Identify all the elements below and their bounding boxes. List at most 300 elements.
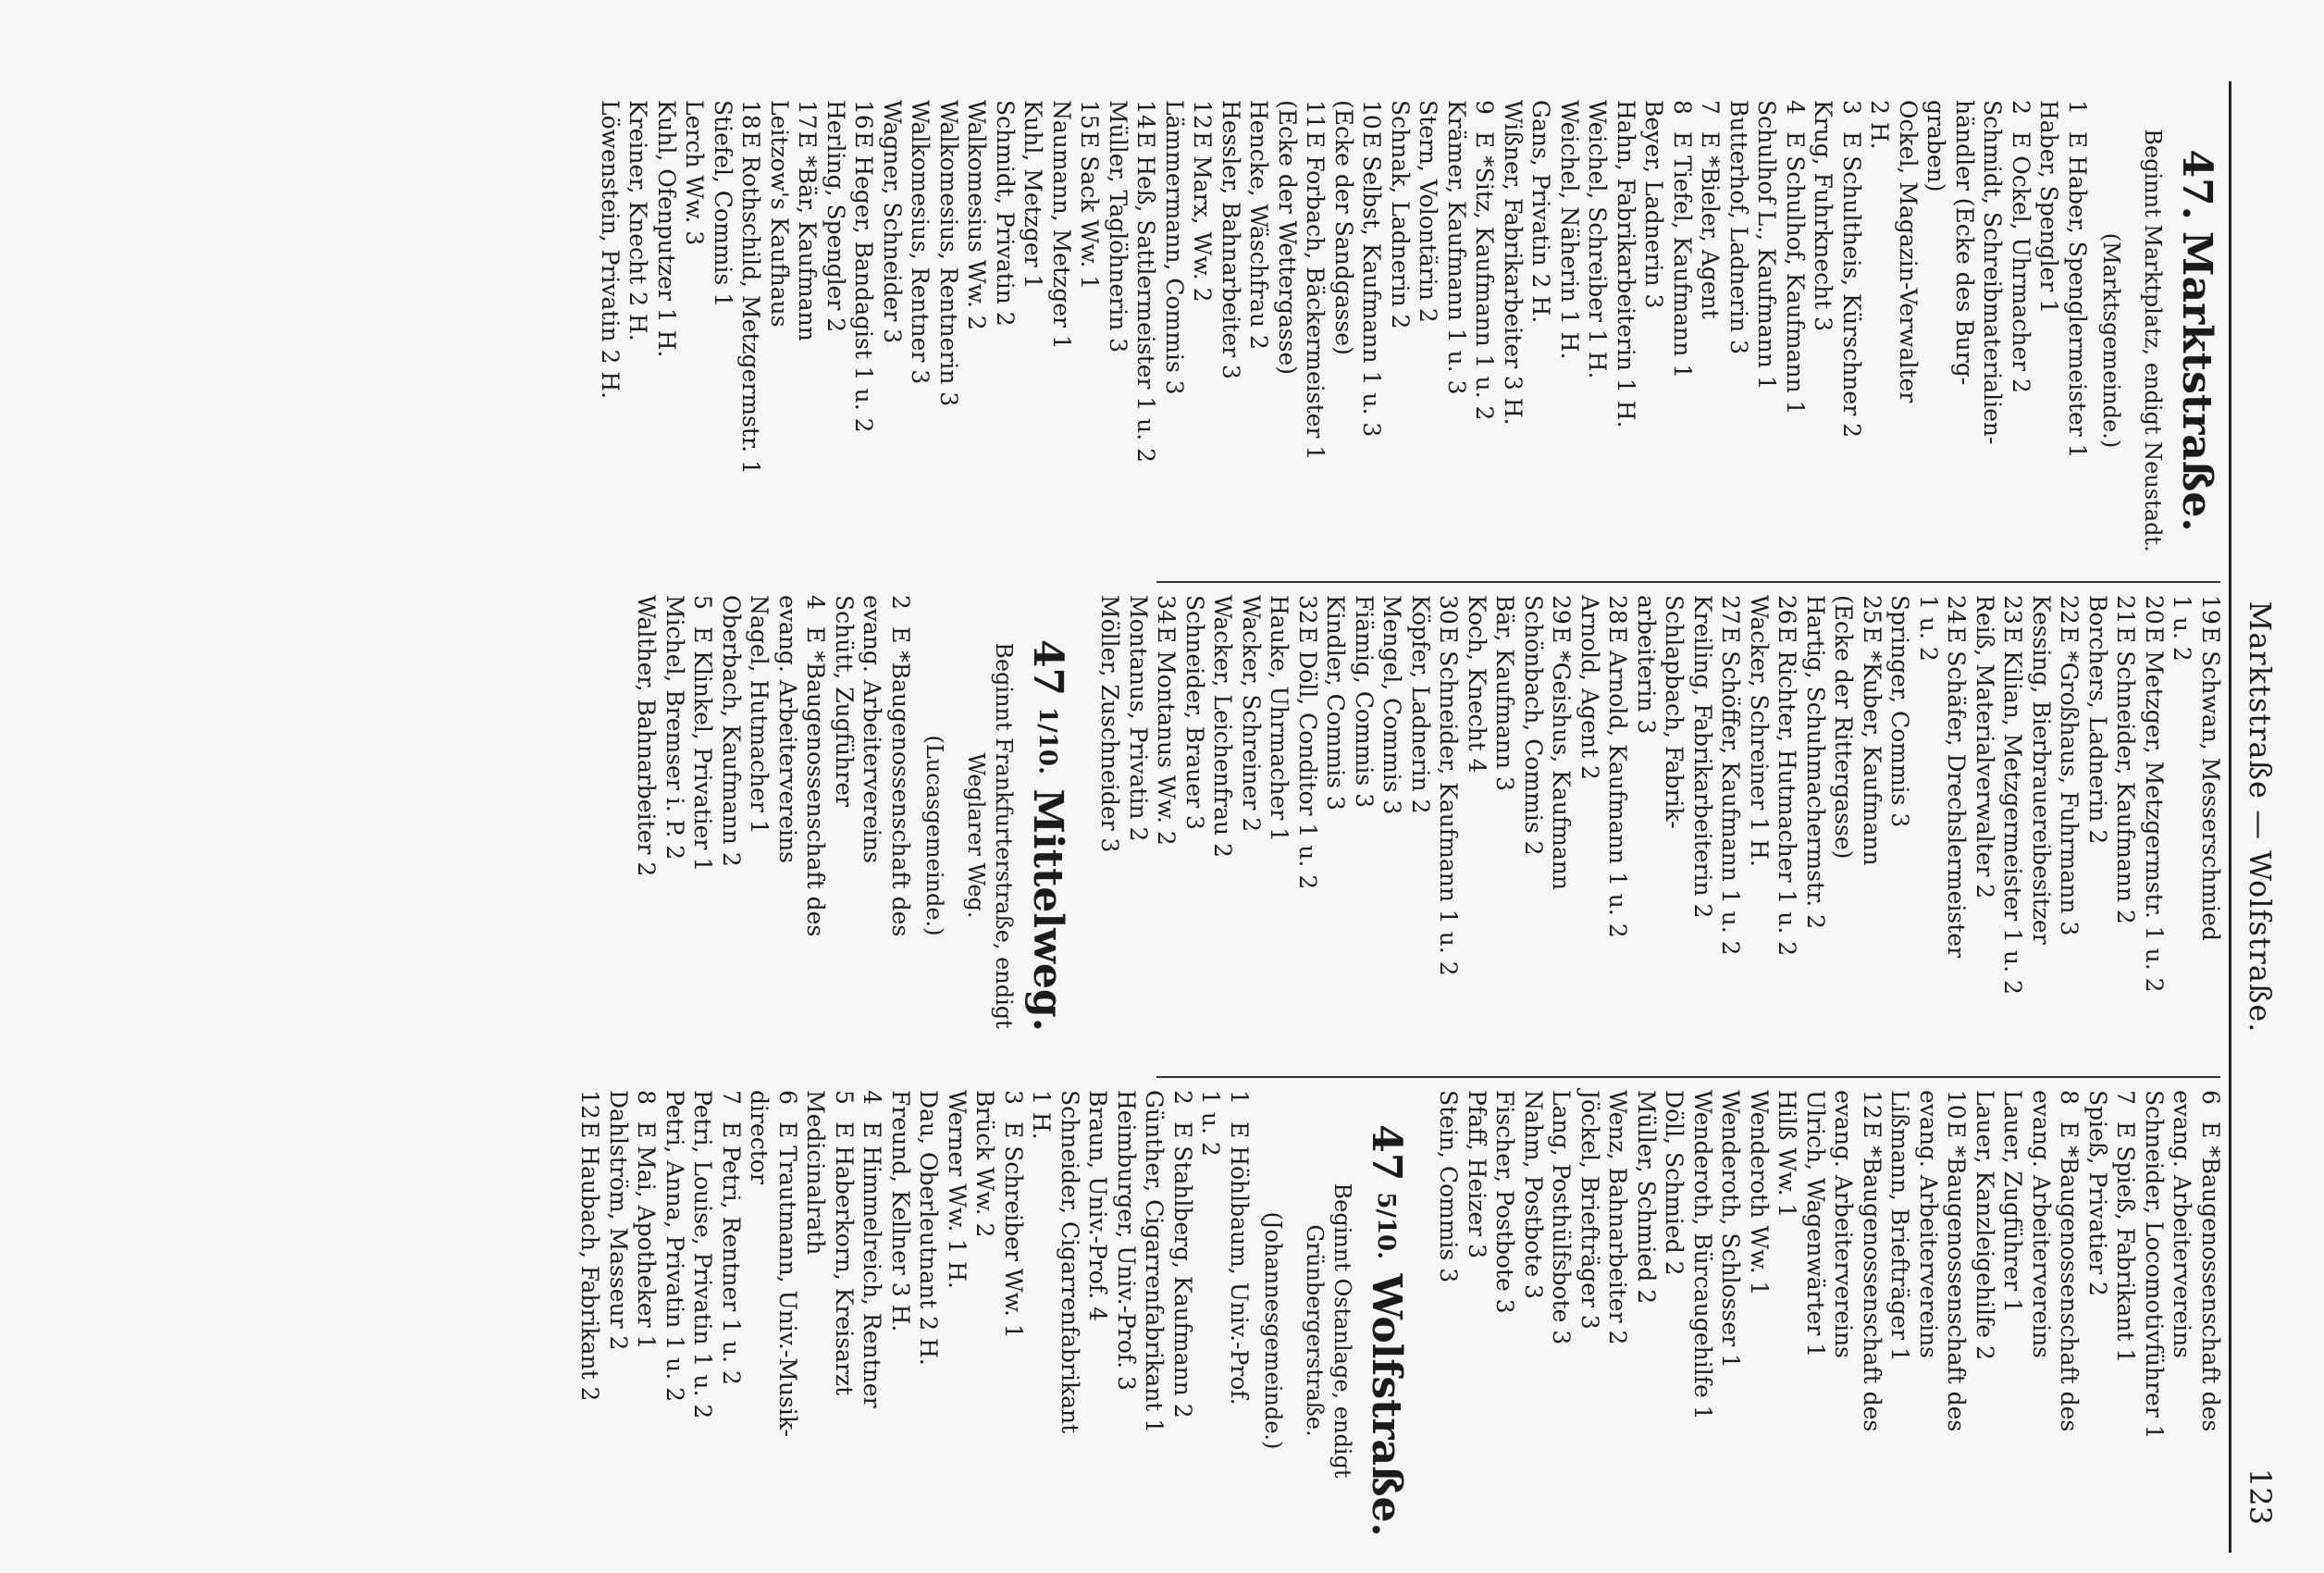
entry-line <box>1660 1090 1688 1571</box>
entry-line <box>745 1090 773 1571</box>
house-number: 7 <box>2112 1090 2140 1105</box>
entry-text: E Richter, Hutmacher 1 u. 2 <box>1774 626 1801 957</box>
entry-first-line <box>886 595 915 1076</box>
entry-text: Reiß, Materialverwalter 2 <box>1972 595 1998 899</box>
house-entry <box>1576 595 1632 1076</box>
house-number: 10 <box>1943 1090 1971 1120</box>
street-description: Beginnt Frankfurterstraße, endigt Weglarer Weg. <box>963 642 1017 1029</box>
entry-line <box>661 595 689 1076</box>
house-number: 7 <box>1697 100 1724 115</box>
entry-line <box>2140 1090 2169 1571</box>
entry-text: E Döll, Conditor 1 u. 2 <box>1294 626 1321 890</box>
entry-text: E Schulhof, Kaufmann 1 <box>1782 131 1809 415</box>
entry-text: evang. Arbeitervereins <box>774 595 801 864</box>
house-number: 15 <box>1076 100 1104 130</box>
street-number-fraction: 5/10. <box>1372 1192 1400 1260</box>
entry-line <box>1463 1090 1491 1571</box>
entry-text: Ockel, Magazin-Verwalter <box>1895 100 1922 403</box>
entry-first-line <box>1696 100 1724 581</box>
house-entry <box>1196 1090 1253 1571</box>
entry-text: Wacker, Schreiner 2 <box>1238 595 1265 833</box>
entry-first-line <box>849 100 878 581</box>
entry-text: E Trautmann, Univ.-Musik- <box>774 1121 801 1437</box>
entry-first-line <box>2007 100 2035 581</box>
entry-line <box>2027 595 2056 1076</box>
house-number: 30 <box>1435 595 1463 625</box>
entry-line <box>1978 100 2007 581</box>
parish-label: (Lucasgemeinde.) <box>921 735 947 936</box>
entry-text: E *Baugenossenschaft des <box>1859 1121 1885 1432</box>
entry-text: arbeiterin 3 <box>1633 595 1660 735</box>
entry-first-line <box>1225 1090 1254 1571</box>
entry-line <box>1019 100 1047 581</box>
entry-text: Bär, Kaufmann 3 <box>1491 595 1519 791</box>
entry-text: Schütt, Zugführer <box>831 595 858 807</box>
entry-text: E *Bär, Kaufmann <box>794 131 822 341</box>
house-number: 9 <box>1471 100 1499 115</box>
entry-text: Wenderoth, Bürcaugehilfe 1 <box>1689 1090 1716 1420</box>
entry-line <box>1639 100 1668 581</box>
entry-text: (Ecke der Rittergasse) <box>1830 595 1858 860</box>
entry-text: Kindler, Commis 3 <box>1322 595 1350 811</box>
entry-first-line <box>1168 1090 1197 1571</box>
entry-first-line <box>858 1090 886 1571</box>
entry-line <box>1140 1090 1168 1571</box>
entry-text: Weichel, Schreiber 1 H. <box>1584 100 1612 379</box>
entry-first-line <box>1152 595 1181 1076</box>
entry-line <box>1688 1090 1717 1571</box>
house-entry <box>1971 1090 2083 1571</box>
entry-text: Schmidt, Schreibmaterialien- <box>1979 100 2007 445</box>
entry-first-line <box>1781 100 1810 581</box>
street-number-fraction: 1/10. <box>1033 707 1061 774</box>
house-entry <box>2140 1090 2225 1571</box>
house-number: 8 <box>2056 1090 2083 1105</box>
entry-line <box>1885 595 1914 1076</box>
house-entry <box>1095 595 1181 1076</box>
entry-line <box>1442 100 1471 581</box>
entry-line <box>1265 595 1293 1076</box>
street-number: 47 <box>1363 1124 1410 1182</box>
entry-text: evang. Arbeitervereins <box>859 595 886 864</box>
entry-text: Weichel, Näherin 1 H. <box>1556 100 1583 360</box>
house-entry <box>2083 595 2140 1076</box>
entry-text: Ulrich, Wagenwärter 1 <box>1802 1090 1829 1358</box>
entry-first-line <box>575 1090 604 1571</box>
street-heading-marktstrasse <box>2172 100 2220 581</box>
house-number: 2 <box>1169 1090 1196 1105</box>
entry-text: Kuhl, Metzger 1 <box>1020 100 1047 290</box>
entry-text: E Haberkorn, Kreisarzt <box>831 1121 858 1396</box>
entry-line <box>1160 100 1189 581</box>
house-entry <box>1632 595 1745 1076</box>
entry-text: E Himmelreich, Rentner <box>859 1121 886 1408</box>
house-entry <box>822 100 878 581</box>
entry-text: Medicinalrath <box>802 1090 830 1256</box>
entry-text: Stern, Volontärin 2 <box>1415 100 1442 323</box>
entry-line <box>1971 1090 1999 1571</box>
entry-line <box>661 1090 689 1571</box>
entry-first-line <box>1603 595 1632 1076</box>
entry-line <box>1056 1090 1084 1571</box>
entry-line <box>1547 1090 1576 1571</box>
entry-text: Walkomesius, Rentnerin 3 <box>935 100 962 407</box>
rotated-book-page <box>204 81 2285 1553</box>
entry-first-line <box>1837 100 1866 581</box>
entry-text: Hencke, Wäschfrau 2 <box>1245 100 1273 350</box>
entry-text: Lauer, Zugführer 1 <box>1999 1090 2027 1313</box>
entry-text: E Montanus Ww. 2 <box>1153 626 1181 846</box>
house-number: 25 <box>1859 595 1885 625</box>
entry-line <box>822 100 850 581</box>
entry-text: Hahn, Fabrikarbeiterin 1 H. <box>1613 100 1639 428</box>
house-entry <box>1181 595 1322 1076</box>
entry-line <box>1688 595 1717 1076</box>
entry-line <box>1829 1090 1858 1571</box>
entry-text: Schlapbach, Fabrik- <box>1661 595 1688 829</box>
entry-first-line <box>632 1090 661 1571</box>
entry-line <box>1527 100 1555 581</box>
house-entry <box>1885 1090 1971 1571</box>
entry-text: (Ecke der Wettergasse) <box>1274 100 1301 375</box>
entry-text: E Sack Ww. 1 <box>1076 131 1104 291</box>
entry-text: Krug, Fuhrknecht 3 <box>1810 100 1837 332</box>
entry-text: Stiefel, Commis 1 <box>710 100 736 308</box>
entry-line <box>886 1090 915 1571</box>
entry-text: 2 H. <box>1866 100 1894 150</box>
house-number: 26 <box>1774 595 1801 625</box>
entry-text: Krämer, Kaufmann 1 u. 3 <box>1443 100 1470 395</box>
entry-line <box>1885 1090 1914 1571</box>
entry-text: Lämmermann, Commis 3 <box>1161 100 1188 395</box>
house-number: 1 <box>1226 1090 1253 1105</box>
entry-first-line <box>2111 1090 2140 1571</box>
parish-label: (Johannesgemeinde.) <box>1260 1211 1286 1450</box>
entry-first-line <box>1998 595 2027 1076</box>
entry-text: E Rothschild, Metzgermstr. 1 <box>737 131 765 475</box>
entry-text: E Schultheis, Kürschner 2 <box>1838 131 1865 438</box>
entry-line <box>1801 595 1830 1076</box>
entry-line <box>1752 100 1781 581</box>
entry-first-line <box>1188 100 1217 581</box>
entry-text: E *Baugenossenschaft des <box>2197 1121 2224 1432</box>
entry-text: Walther, Bahnarbeiter 2 <box>633 595 661 877</box>
house-entry <box>2027 595 2083 1076</box>
entry-text: Pfaff, Heizer 3 <box>1464 1090 1490 1259</box>
entry-text: E *Geishus, Kaufmann <box>1548 626 1576 890</box>
entry-line <box>1914 595 1943 1076</box>
entry-line <box>1321 595 1350 1076</box>
house-number: 22 <box>2056 595 2083 625</box>
house-entry <box>604 1090 661 1571</box>
entry-text: E Haber, Spenglermeister 1 <box>2064 131 2091 459</box>
house-number: 18 <box>737 100 765 130</box>
entry-text: Köpfer, Ladnerin 2 <box>1407 595 1434 814</box>
house-entry <box>596 100 765 581</box>
entry-text: E Metzger, Metzgermstr. 1 u. 2 <box>2141 626 2168 993</box>
entry-first-line <box>1773 595 1801 1076</box>
entry-line <box>1745 1090 1774 1571</box>
entry-line <box>1027 1090 1056 1571</box>
house-entry <box>1217 100 1329 581</box>
entry-text: Lauer, Kanzleigehilfe 2 <box>1972 1090 1998 1360</box>
entry-text: evang. Arbeitervereins <box>2169 1090 2196 1359</box>
entry-line <box>1865 100 1894 581</box>
entry-line <box>680 100 709 581</box>
entry-text: E Schwan, Messerschmied <box>2197 626 2224 941</box>
entry-text: E Mai, Apotheker 1 <box>633 1121 661 1350</box>
entry-text: E Schreiber Ww. 1 <box>1000 1121 1027 1339</box>
entry-text: E *Baugenossenschaft des <box>802 626 830 937</box>
entry-text: Wißner, Fabrikarbeiter 3 H. <box>1500 100 1527 426</box>
street-description: Beginnt Ostanlage, endigt Grünbergerstraße. <box>1302 1183 1355 1479</box>
entry-text: Heimburger, Univ.-Prof. 3 <box>1113 1090 1140 1391</box>
entry-text: Oberbach, Kaufmann 2 <box>718 595 745 867</box>
entry-text: Kuhl, Ofenputzer 1 H. <box>653 100 680 358</box>
entry-first-line <box>999 1090 1028 1571</box>
entry-text: Hessler, Bahnarbeiter 3 <box>1218 100 1244 379</box>
entry-first-line <box>2111 595 2140 1076</box>
entry-line <box>1998 1090 2027 1571</box>
entry-text: Nahm, Postbote 3 <box>1520 1090 1547 1299</box>
entry-text: Springer, Commis 3 <box>1886 595 1914 828</box>
house-entry <box>1696 100 1724 581</box>
entry-line <box>2168 595 2196 1076</box>
entry-text: E Petri, Rentner 1 u. 2 <box>718 1121 745 1385</box>
entry-text: Kessing, Bierbrauereibesitzer <box>2028 595 2055 945</box>
entry-list <box>632 595 914 1076</box>
entry-line <box>1104 100 1132 581</box>
entry-line <box>773 595 802 1076</box>
entry-first-line <box>1942 1090 1971 1571</box>
entry-line <box>1724 100 1753 581</box>
house-entry <box>717 595 830 1076</box>
house-number: 11 <box>1302 100 1329 130</box>
entry-first-line <box>2055 595 2083 1076</box>
house-number: 4 <box>859 1090 886 1105</box>
entry-line <box>1583 100 1612 581</box>
house-entry <box>2140 595 2169 1076</box>
entry-text: E Stahlberg, Kaufmann 2 <box>1169 1121 1196 1418</box>
entry-line <box>1950 100 1979 581</box>
entry-text: Dau, Oberleutnant 2 H. <box>915 1090 943 1366</box>
entry-line <box>934 100 963 581</box>
house-entry <box>632 595 717 1076</box>
header-rule <box>2229 81 2231 1553</box>
house-number: 23 <box>1999 595 2027 625</box>
entry-line <box>1196 1090 1225 1571</box>
entry-text: evang. Arbeitervereins <box>2028 1090 2055 1359</box>
entry-text: (Ecke der Sandgasse) <box>1330 100 1357 355</box>
entry-line <box>745 595 773 1076</box>
entry-text: E Arnold, Kaufmann 1 u. 2 <box>1604 626 1632 938</box>
running-title: Marktstraße — Wolfstraße. <box>2243 601 2278 1034</box>
entry-line <box>652 100 681 581</box>
entry-line <box>1406 595 1435 1076</box>
entry-line <box>991 100 1020 581</box>
entry-text: E Höhlbaum, Univ.-Prof. <box>1226 1121 1253 1406</box>
house-entry <box>1745 595 1801 1076</box>
house-number: 2 <box>2008 100 2034 115</box>
house-entry <box>1463 595 1576 1076</box>
house-entry <box>2034 100 2091 581</box>
house-entry <box>1724 100 1810 581</box>
entry-text: E *Baugenossenschaft des <box>1943 1121 1971 1432</box>
entry-line <box>596 100 624 581</box>
entry-first-line <box>1858 595 1886 1076</box>
house-number: 19 <box>2197 595 2224 625</box>
entry-text: E *Baugenossenschaft des <box>887 626 914 937</box>
entry-line <box>914 1090 943 1571</box>
house-number: 29 <box>1548 595 1576 625</box>
entry-text: E *Großhaus, Fuhrmann 3 <box>2056 626 2083 936</box>
entry-text: E Spieß, Fabrikant 1 <box>2112 1121 2140 1364</box>
house-number: 10 <box>1358 100 1386 130</box>
entry-first-line <box>830 1090 859 1571</box>
entry-text: Lißmann, Briefträger 1 <box>1886 1090 1914 1362</box>
entry-text: Müller, Taglöhnerin 3 <box>1105 100 1131 353</box>
entry-text: E Schöffer, Kaufmann 1 u. 2 <box>1717 626 1745 956</box>
entry-text: Hilß Ww. 1 <box>1774 1090 1801 1219</box>
house-number: 1 <box>2064 100 2091 115</box>
entry-text: Wenderoth, Schlosser 1 <box>1717 1090 1745 1369</box>
entry-line <box>1801 1090 1830 1571</box>
entry-line <box>1244 100 1273 581</box>
house-entry <box>1865 100 2034 581</box>
entry-text: Haber, Spengler 1 <box>2035 100 2063 315</box>
entry-line <box>1576 595 1604 1076</box>
entry-first-line <box>1858 1090 1886 1571</box>
entry-line <box>1603 1090 1632 1571</box>
entry-line <box>1773 1090 1801 1571</box>
entry-line <box>1217 100 1245 581</box>
entry-line <box>1329 100 1358 581</box>
entry-text: Hartig, Schuhmachermstr. 2 <box>1802 595 1829 930</box>
entry-text: Koch, Knecht 4 <box>1464 595 1490 774</box>
entry-text: Leitzow's Kaufhaus <box>766 100 793 328</box>
house-entry <box>1027 1090 1196 1571</box>
entry-first-line <box>1301 100 1329 581</box>
entry-text: E Klinkel, Privatier 1 <box>689 626 717 873</box>
house-number: 5 <box>689 595 717 610</box>
entry-text: Werner Ww. 1 H. <box>944 1090 970 1289</box>
house-number: 6 <box>2197 1090 2224 1105</box>
house-number: 24 <box>1943 595 1971 625</box>
entry-text: Walkomesius, Rentner 3 <box>907 100 934 385</box>
entry-line <box>1273 100 1302 581</box>
entry-line <box>2083 595 2112 1076</box>
entry-line <box>1208 595 1237 1076</box>
entry-text: E Heß, Sattlermeister 1 u. 2 <box>1132 131 1160 464</box>
entry-line <box>1095 595 1124 1076</box>
entry-text: E Tiefel, Kaufmann 1 <box>1669 131 1696 379</box>
entry-line <box>1632 595 1661 1076</box>
column-2 <box>632 595 2224 1076</box>
entry-line <box>1181 595 1209 1076</box>
entry-text: Günther, Cigarrenfabrikant 1 <box>1141 1090 1168 1434</box>
entry-line <box>717 595 746 1076</box>
entry-first-line <box>1547 595 1576 1076</box>
page-header <box>2230 81 2285 1553</box>
entry-text: Gans, Privatin 2 H. <box>1527 100 1555 324</box>
house-entry <box>801 1090 858 1571</box>
street-heading-mittelweg <box>1023 595 1071 1076</box>
entry-line <box>1414 100 1442 581</box>
entry-first-line <box>801 595 830 1076</box>
house-number: 8 <box>633 1090 661 1105</box>
page-number: 123 <box>2243 1468 2278 1525</box>
entry-text: E Selbst, Kaufmann 1 u. 3 <box>1358 131 1386 438</box>
entry-line <box>1378 595 1406 1076</box>
entry-first-line <box>736 100 765 581</box>
entry-text: 1 u. 2 <box>1197 1090 1225 1157</box>
entry-first-line <box>1668 100 1697 581</box>
entry-line <box>632 595 661 1076</box>
entry-line <box>1434 1090 1463 1571</box>
entry-first-line <box>1716 595 1745 1076</box>
entry-text: Borchers, Ladnerin 2 <box>2084 595 2111 845</box>
entry-text: 1 u. 2 <box>1915 595 1942 662</box>
entry-line <box>624 100 652 581</box>
house-entry <box>886 1090 1028 1571</box>
entry-text: E Schneider, Kaufmann 1 u. 2 <box>1435 626 1463 976</box>
entry-text: Wagner, Schneider 3 <box>879 100 906 344</box>
entry-line <box>2168 1090 2196 1571</box>
house-entry <box>1971 595 2027 1076</box>
house-entry <box>1885 595 1971 1076</box>
entry-line <box>1829 595 1858 1076</box>
entry-text: Petri, Louise, Privatin 1 u. 2 <box>689 1090 717 1419</box>
entry-text: Schneider, Brauer 3 <box>1181 595 1208 830</box>
entry-text: Fischer, Postbote 3 <box>1491 1090 1519 1314</box>
house-entry <box>765 100 822 581</box>
entry-first-line <box>688 595 717 1076</box>
entry-text: Möller, Zuschneider 3 <box>1096 595 1124 853</box>
entry-text: E Schäfer, Drechslermeister <box>1943 626 1971 959</box>
entry-text: Michel, Bremser i. P. 2 <box>661 595 688 861</box>
entry-list-continued <box>1434 1090 2224 1571</box>
house-entry <box>1321 595 1463 1076</box>
entry-text: Hauke, Uhrmacher 1 <box>1266 595 1293 843</box>
entry-text: Kreiling, Fabrikarbeiterin 2 <box>1689 595 1716 919</box>
entry-line <box>765 100 794 581</box>
entry-text: Schneider, Locomotivführer 1 <box>2141 1090 2168 1440</box>
house-number: 20 <box>2141 595 2168 625</box>
entry-text: evang. Arbeitervereins <box>1830 1090 1858 1359</box>
entry-first-line <box>1357 100 1386 581</box>
entry-line <box>830 595 859 1076</box>
entry-text: E *Sitz, Kaufmann 1 u. 2 <box>1471 131 1499 421</box>
entry-text: händler (Ecke des Burg- <box>1951 100 1978 386</box>
entry-text: Fiämig, Commis 3 <box>1351 595 1378 809</box>
entry-line <box>970 1090 999 1571</box>
entry-first-line <box>1942 595 1971 1076</box>
entry-text: E Schneider, Kaufmann 2 <box>2112 626 2140 924</box>
entry-line <box>1894 100 1922 581</box>
entry-text: Dahlström, Masseur 2 <box>605 1090 632 1351</box>
entry-line <box>1490 1090 1519 1571</box>
house-entry <box>575 1090 604 1571</box>
entry-text: Müller, Schmied 2 <box>1633 1090 1660 1305</box>
entry-text: Löwenstein, Privatin 2 H. <box>597 100 624 400</box>
house-entry <box>1386 100 1499 581</box>
column-divider-2 <box>1156 1076 2220 1078</box>
house-entry <box>2168 595 2224 1076</box>
entry-text: Herling, Spengler 2 <box>822 100 849 333</box>
street-heading-wolfstrasse <box>1362 1090 1410 1571</box>
house-number: 4 <box>1782 100 1809 115</box>
entry-text: E Marx, Ww. 2 <box>1189 131 1217 303</box>
